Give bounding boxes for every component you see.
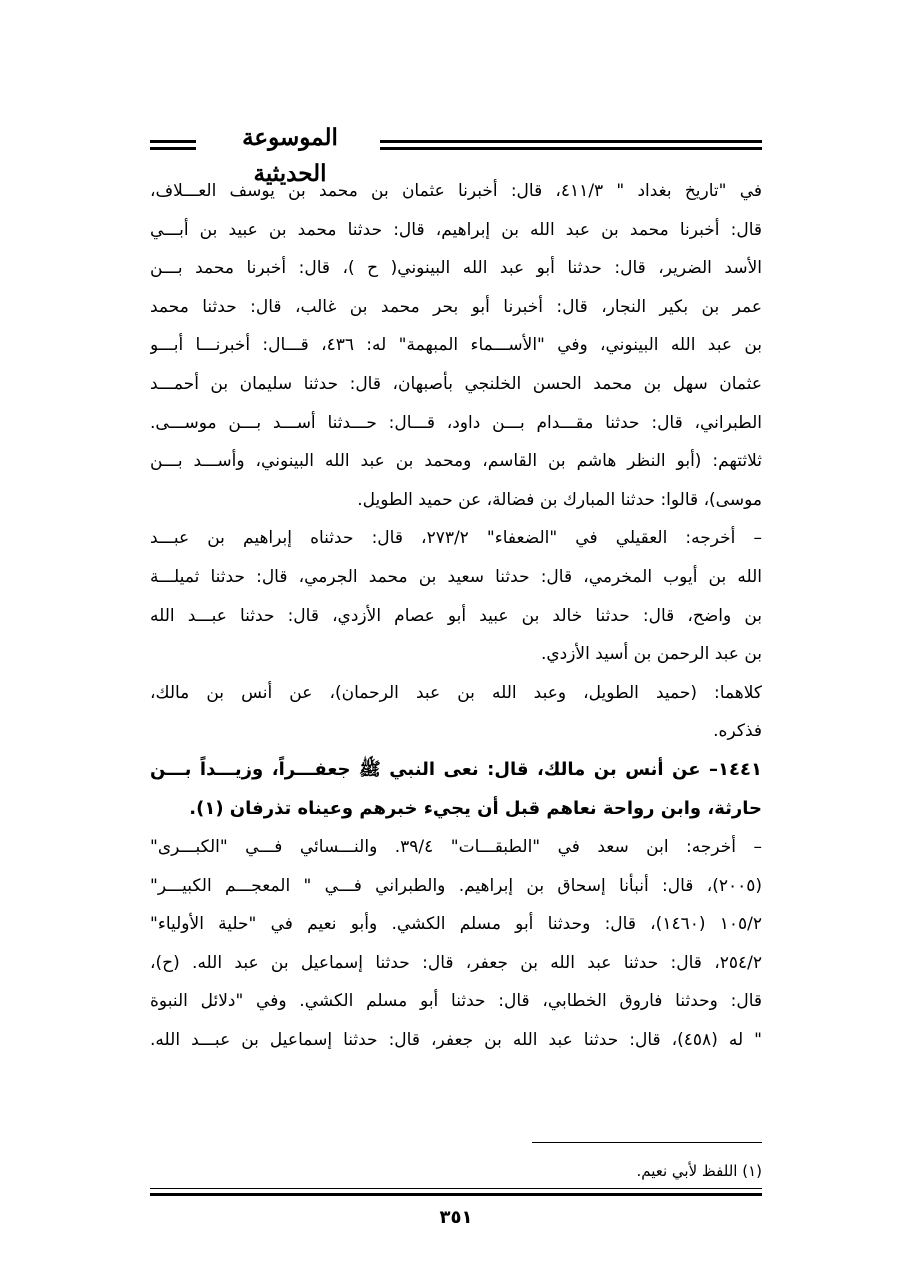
- text-line: الله بن أيوب المخرمي، قال: حدثنا سعيد بن محمد الجرمي، قال: حدثنا ثميلـــة: [150, 566, 762, 587]
- text-line: قال: وحدثنا فاروق الخطابي، قال: حدثنا أبو مسلم الكشي. وفي "دلائل النبوة: [150, 991, 762, 1012]
- text-line: " له (٤٥٨)، قال: حدثنا عبد الله بن جعفر، قال: حدثنا إسماعيل بن عبـــد الله.: [150, 1030, 762, 1051]
- text-line: بن عبد الله البينوني، وفي "الأســـماء المبهمة" له: ٤٣٦، قـــال: أخبرنـــا أبـــو: [150, 335, 762, 356]
- hadith-number-line: ١٤٤١– عن أنس بن مالك، قال: نعى النبي ﷺ جعفـــراً، وزيـــداً بـــن: [150, 758, 762, 780]
- footer-rule: [150, 1188, 762, 1196]
- text-line: ثلاثتهم: (أبو النظر هاشم بن القاسم، ومحمد بن عبد الله البينوني، وأســـد بـــن: [150, 451, 762, 472]
- text-line: كلاهما: (حميد الطويل، وعبد الله بن عبد الرحمان)، عن أنس بن مالك،: [150, 682, 762, 703]
- text-line: ٢٥٤/٢، قال: حدثنا عبد الله بن جعفر، قال: حدثنا إسماعيل بن عبد الله. (ح)،: [150, 952, 762, 973]
- header-rule-left: [150, 140, 196, 150]
- page-number: ٣٥١: [439, 1207, 473, 1228]
- header-rule-right: [380, 140, 762, 150]
- hadith-text-line: حارثة، وابن رواحة نعاهم قبل أن يجيء خبرهم وعيناه تذرفان (١).: [189, 797, 762, 819]
- footnote-separator: [532, 1142, 762, 1143]
- text-line: فذكره.: [713, 721, 762, 742]
- text-line: عثمان سهل بن محمد الحسن الخلنجي بأصبهان، قال: حدثنا سليمان بن أحمـــد: [150, 373, 762, 394]
- page-header: [150, 120, 762, 187]
- text-line: (٢٠٠٥)، قال: أنبأنا إسحاق بن إبراهيم. والطبراني فـــي " المعجـــم الكبيـــر": [150, 875, 762, 896]
- text-line: موسى)، قالوا: حدثنا المبارك بن فضالة، عن حميد الطويل.: [357, 489, 762, 510]
- text-line: قال: أخبرنا محمد بن عبد الله بن إبراهيم، قال: حدثنا محمد بن عبيد بن أبـــي: [150, 219, 762, 240]
- text-line: عمر بن بكير النجار، قال: أخبرنا أبو بحر محمد بن غالب، قال: حدثنا محمد: [150, 296, 762, 317]
- text-line: بن عبد الرحمن بن أسيد الأزدي.: [540, 644, 762, 665]
- text-line: – أخرجه: ابن سعد في "الطبقـــات" ٣٩/٤. والنـــسائي فـــي "الكبـــرى": [150, 837, 762, 858]
- text-line: بن واضح، قال: حدثنا خالد بن عبيد أبو عصام الأزدي، قال: حدثنا عبـــد الله: [150, 605, 762, 626]
- text-line: ١٠٥/٢ (١٤٦٠)، قال: وحدثنا أبو مسلم الكشي. وأبو نعيم في "حلية الأولياء": [150, 914, 762, 935]
- text-line: – أخرجه: العقيلي في "الضعفاء" ٢٧٣/٢، قال: حدثناه إبراهيم بن عبـــد: [150, 528, 762, 549]
- body-text: [150, 172, 762, 1060]
- footnote: (١) اللفظ لأبي نعيم.: [636, 1162, 762, 1180]
- text-line: الأسد الضرير، قال: حدثنا أبو عبد الله البينوني( ح )، قال: أخبرنا محمد بـــن: [150, 258, 762, 279]
- header-title: الموسوعة الحديثية: [242, 124, 338, 187]
- text-line: في "تاريخ بغداد " ٤١١/٣، قال: أخبرنا عثمان بن محمد بن يوسف العـــلاف،: [150, 181, 762, 201]
- text-line: الطبراني، قال: حدثنا مقـــدام بـــن داود، قـــال: حـــدثنا أســـد بـــن موســـى.: [150, 412, 762, 433]
